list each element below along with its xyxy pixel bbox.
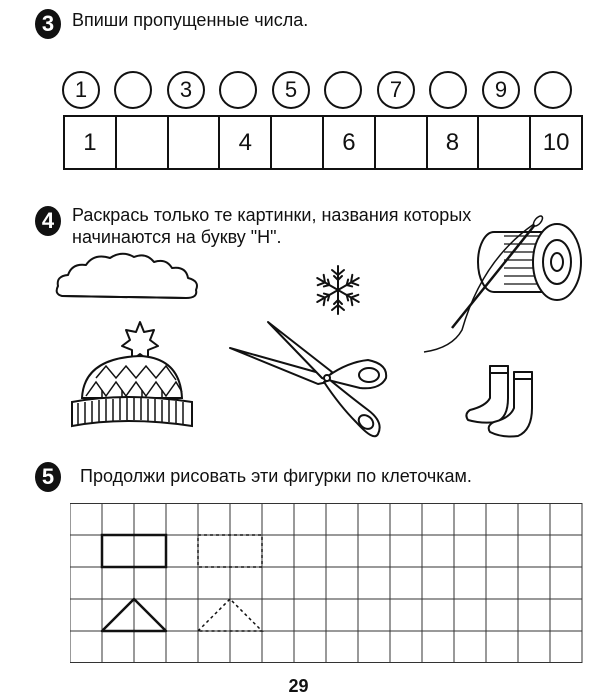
task-5-number: 5 — [41, 464, 55, 489]
thread-spool-picture[interactable] — [422, 210, 587, 355]
number-circle[interactable]: 5 — [272, 71, 310, 109]
number-box[interactable] — [479, 117, 531, 168]
hat-picture[interactable] — [62, 318, 197, 436]
task-4-instruction — [72, 204, 471, 248]
task-4-instruction-line-2: начинаются на букву "Н". — [72, 227, 282, 247]
drawing-grid[interactable] — [70, 503, 584, 663]
number-circles-row — [62, 71, 584, 111]
number-box[interactable] — [169, 117, 221, 168]
socks-picture[interactable] — [462, 362, 544, 442]
scissors-picture[interactable] — [228, 318, 390, 443]
page-number: 29 — [288, 676, 309, 696]
number-boxes-row — [63, 115, 583, 170]
number-circle[interactable]: 7 — [377, 71, 415, 109]
number-box[interactable] — [272, 117, 324, 168]
task-3-number: 3 — [41, 11, 55, 36]
number-box[interactable]: 6 — [324, 117, 376, 168]
task-5-number-badge — [35, 462, 61, 492]
number-box[interactable] — [376, 117, 428, 168]
number-circle[interactable] — [324, 71, 362, 109]
number-box[interactable]: 4 — [220, 117, 272, 168]
number-box[interactable]: 1 — [65, 117, 117, 168]
number-circle[interactable] — [219, 71, 257, 109]
number-circle[interactable]: 3 — [167, 71, 205, 109]
number-circle[interactable] — [429, 71, 467, 109]
task-4-instruction-line-1: Раскрась только те картинки, названия которых — [72, 205, 472, 225]
number-circle[interactable] — [534, 71, 572, 109]
task-5-instruction: Продолжи рисовать эти фигурки по клеточкам. — [80, 466, 472, 486]
number-circle[interactable]: 1 — [62, 71, 100, 109]
cloud-picture[interactable] — [52, 248, 202, 306]
number-circle[interactable]: 9 — [482, 71, 520, 109]
number-box[interactable]: 8 — [428, 117, 480, 168]
task-4-number: 4 — [41, 208, 55, 233]
snowflake-picture[interactable] — [310, 262, 366, 318]
number-circle[interactable] — [114, 71, 152, 109]
task-4-number-badge — [35, 206, 61, 236]
number-box[interactable]: 10 — [542, 128, 570, 156]
task-3-instruction: Впиши пропущенные числа. — [72, 10, 309, 30]
task-3-number-badge — [35, 9, 61, 39]
number-box[interactable] — [117, 117, 169, 168]
